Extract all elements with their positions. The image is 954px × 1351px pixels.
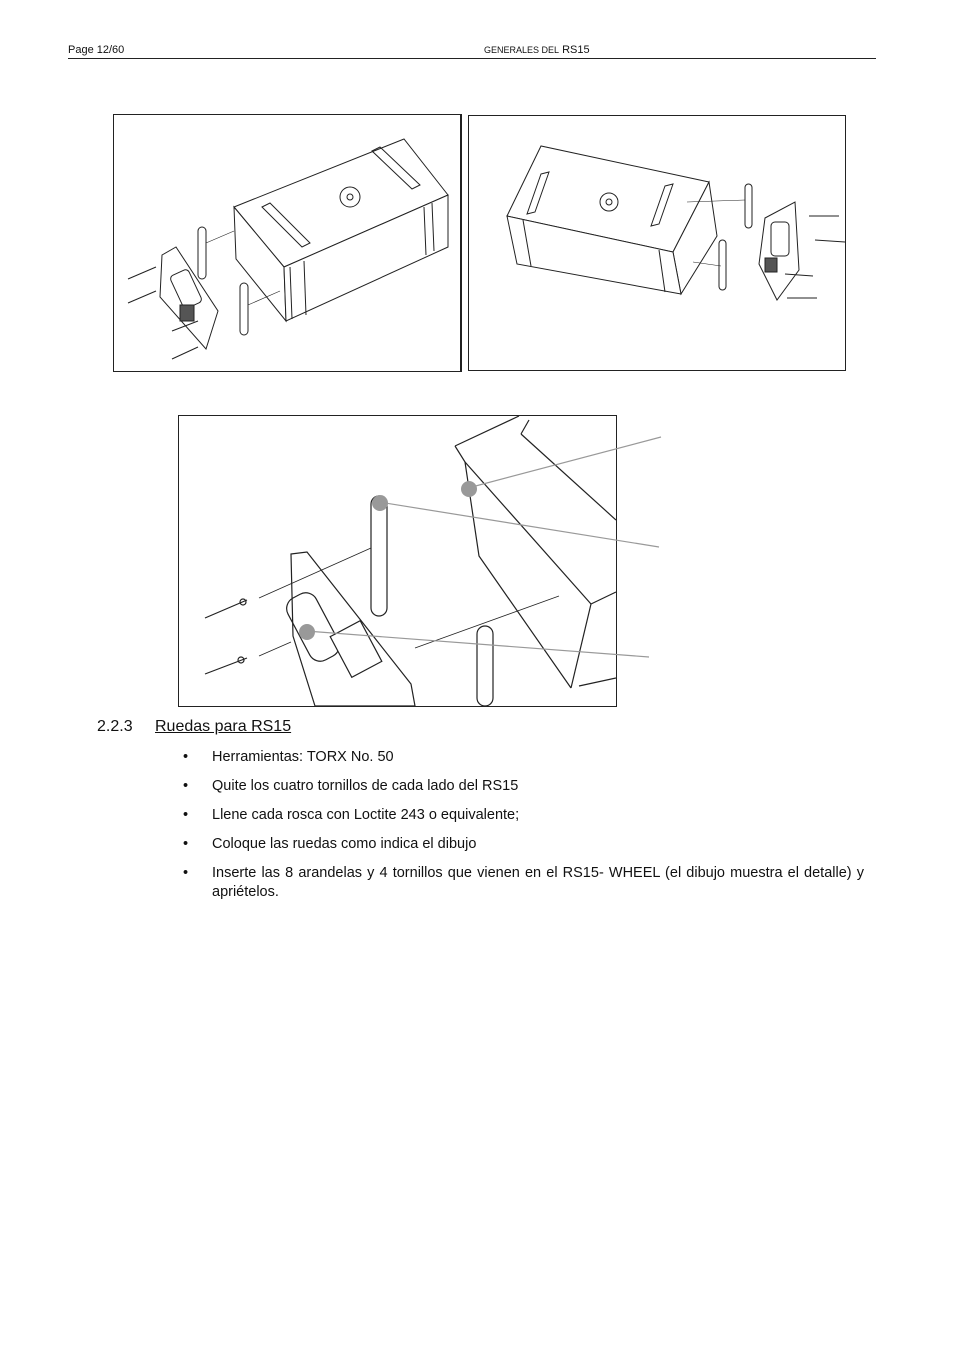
page-number: Page 12/60: [68, 44, 125, 56]
header-title-prefix: GENERALES DEL: [484, 45, 560, 55]
bullet-icon: •: [183, 778, 189, 794]
list-item-text: Quite los cuatro tornillos de cada lado del RS15: [212, 778, 519, 794]
bullet-icon: •: [183, 749, 189, 765]
bullet-icon: •: [183, 865, 189, 881]
list-item-text: Inserte las 8 arandelas y 4 tornillos que vienen en el RS15- WHEEL (el dibujo muestra el detalle) y apriételos.: [212, 865, 864, 900]
section-heading: [97, 718, 291, 736]
header-title-model: RS15: [562, 44, 590, 56]
list-item: [183, 864, 864, 902]
list-item: [183, 806, 864, 825]
instruction-list: [183, 748, 864, 912]
section-title: Ruedas para RS15: [155, 718, 292, 735]
list-item: [183, 835, 864, 854]
page-header: [68, 44, 876, 59]
figure-left-side-assembly: [113, 114, 462, 372]
detail-drawing: [179, 416, 616, 706]
section-number: 2.2.3: [97, 718, 133, 735]
list-item: [183, 777, 864, 796]
list-item-text: Llene cada rosca con Loctite 243 o equivalente;: [212, 807, 520, 823]
list-item-text: Coloque las ruedas como indica el dibujo: [212, 836, 477, 852]
figure-detail: [178, 415, 617, 707]
bullet-icon: •: [183, 807, 189, 823]
left-side-drawing: [114, 115, 460, 371]
bullet-icon: •: [183, 836, 189, 852]
right-side-drawing: [469, 116, 845, 370]
list-item-text: Herramientas: TORX No. 50: [212, 749, 394, 765]
figure-right-side-assembly: [468, 115, 846, 371]
header-title: [484, 44, 590, 56]
list-item: [183, 748, 864, 767]
